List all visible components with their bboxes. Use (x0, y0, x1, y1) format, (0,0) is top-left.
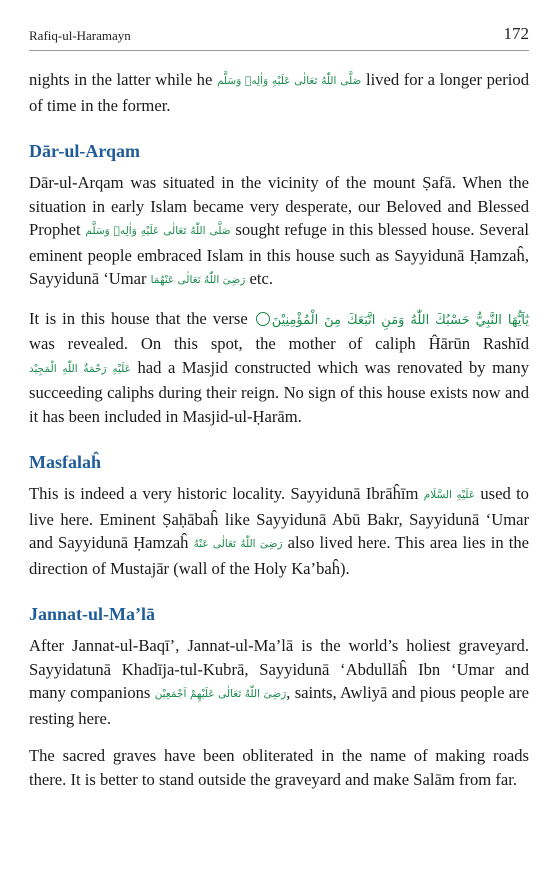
running-header (29, 24, 529, 51)
running-title: Rafiq-ul-Haramayn (29, 28, 131, 43)
salutation-ra-anhu: رَضِىَ اللّٰهُ تَعَالٰى عَنْهُ (193, 538, 283, 550)
jannat-ul-mala-paragraph-1: After Jannat-ul-Baqī’, Jannat-ul-Ma’lā is the world’s holiest graveyard. Sayyidatunā Khadīja-tul-Kubrā, Sayyidunā ‘Abdullāĥ Ibn ‘Umar and many companions رَضِىَ اللّٰهُ تَعَالٰى عَلَيْهِمْ اَجْمَعِيْن, saints, Awliyā and pious people are resting here. (29, 636, 529, 728)
dar-ul-arqam-paragraph-2: It is in this house that the verse يٰٓاَيُّهَا النَّبِيُّ حَسْبُكَ اللّٰهُ وَمَنِ اتَّبَعَكَ مِنَ الْمُؤْمِنِيْنَ was revealed. On this spot, the mother of caliph Ĥārūn Rashīd عَلَيْهِ رَحْمَةُ اللّٰهِ الْمَجِيْد had a Masjid constructed which was renovated by many succeeding caliphs during their reign. No sign of this house exists now and it has been included in Masjid-ul-Ḥarām. (29, 308, 530, 426)
jannat-ul-mala-paragraph-2: The sacred graves have been obliterated in the name of making roads there. It is better to stand outside the graveyard and make Salām from far. (29, 746, 529, 789)
salutation-ra-alaihim: رَضِىَ اللّٰهُ تَعَالٰى عَلَيْهِمْ اَجْمَعِيْن (154, 688, 287, 700)
salutation-ra-anhuma: رَضِىَ اللّٰهُ تَعَالٰى عَنْهُمَا (150, 274, 246, 286)
quranic-verse: يٰٓاَيُّهَا النَّبِيُّ حَسْبُكَ اللّٰهُ وَمَنِ اتَّبَعَكَ مِنَ الْمُؤْمِنِيْنَ (271, 312, 530, 328)
salutation-salam: عَلَيْهِ السَّلَام (423, 489, 476, 501)
salutation-prophet: صَلَّى اللّٰهُ تَعَالٰى عَلَيْهِ وَاٰلِهٖ وَسَلَّم (85, 225, 231, 237)
section-heading-masfalah: Masfalaĥ (29, 452, 101, 472)
dar-ul-arqam-paragraph-1: Dār-ul-Arqam was situated in the vicinity of the mount Ṣafā. When the situation in early Islam became very desperate, our Beloved and Blessed Prophet صَلَّى اللّٰهُ تَعَالٰى عَلَيْهِ وَاٰلِهٖ وَسَلَّم sought refuge in this blessed house. Several eminent people embraced Islam in this house such as Sayyidunā Ḥamzaĥ, Sayyidunā ‘Umar رَضِىَ اللّٰهُ تَعَالٰى عَنْهُمَا etc. (29, 173, 529, 288)
page-number: 172 (503, 24, 529, 43)
section-heading-jannat-ul-mala: Jannat-ul-Ma’lā (29, 604, 155, 624)
intro-paragraph: nights in the latter while he صَلَّى اللّٰهُ تَعَالٰى عَلَيْهِ وَاٰلِهٖ وَسَلَّم lived for a longer period of time in the former. (29, 70, 530, 115)
page-body (29, 68, 529, 791)
salutation-rahmah: عَلَيْهِ رَحْمَةُ اللّٰهِ الْمَجِيْد (29, 362, 131, 375)
section-heading-dar-ul-arqam: Dār-ul-Arqam (29, 141, 140, 161)
salutation-prophet: صَلَّى اللّٰهُ تَعَالٰى عَلَيْهِ وَاٰلِهٖ وَسَلَّم (216, 75, 362, 87)
verse-end-ornament-icon (256, 312, 270, 326)
masfalah-paragraph: This is indeed a very historic locality. Sayyidunā Ibrāĥīm عَلَيْهِ السَّلَام used to live here. Eminent Ṣaḥābaĥ like Sayyidunā Abū Bakr, Sayyidunā ‘Umar and Sayyidunā Ḥamzaĥ رَضِىَ اللّٰهُ تَعَالٰى عَنْهُ also lived here. This area lies in the direction of Mustajār (wall of the Holy Ka’baĥ). (29, 484, 529, 578)
